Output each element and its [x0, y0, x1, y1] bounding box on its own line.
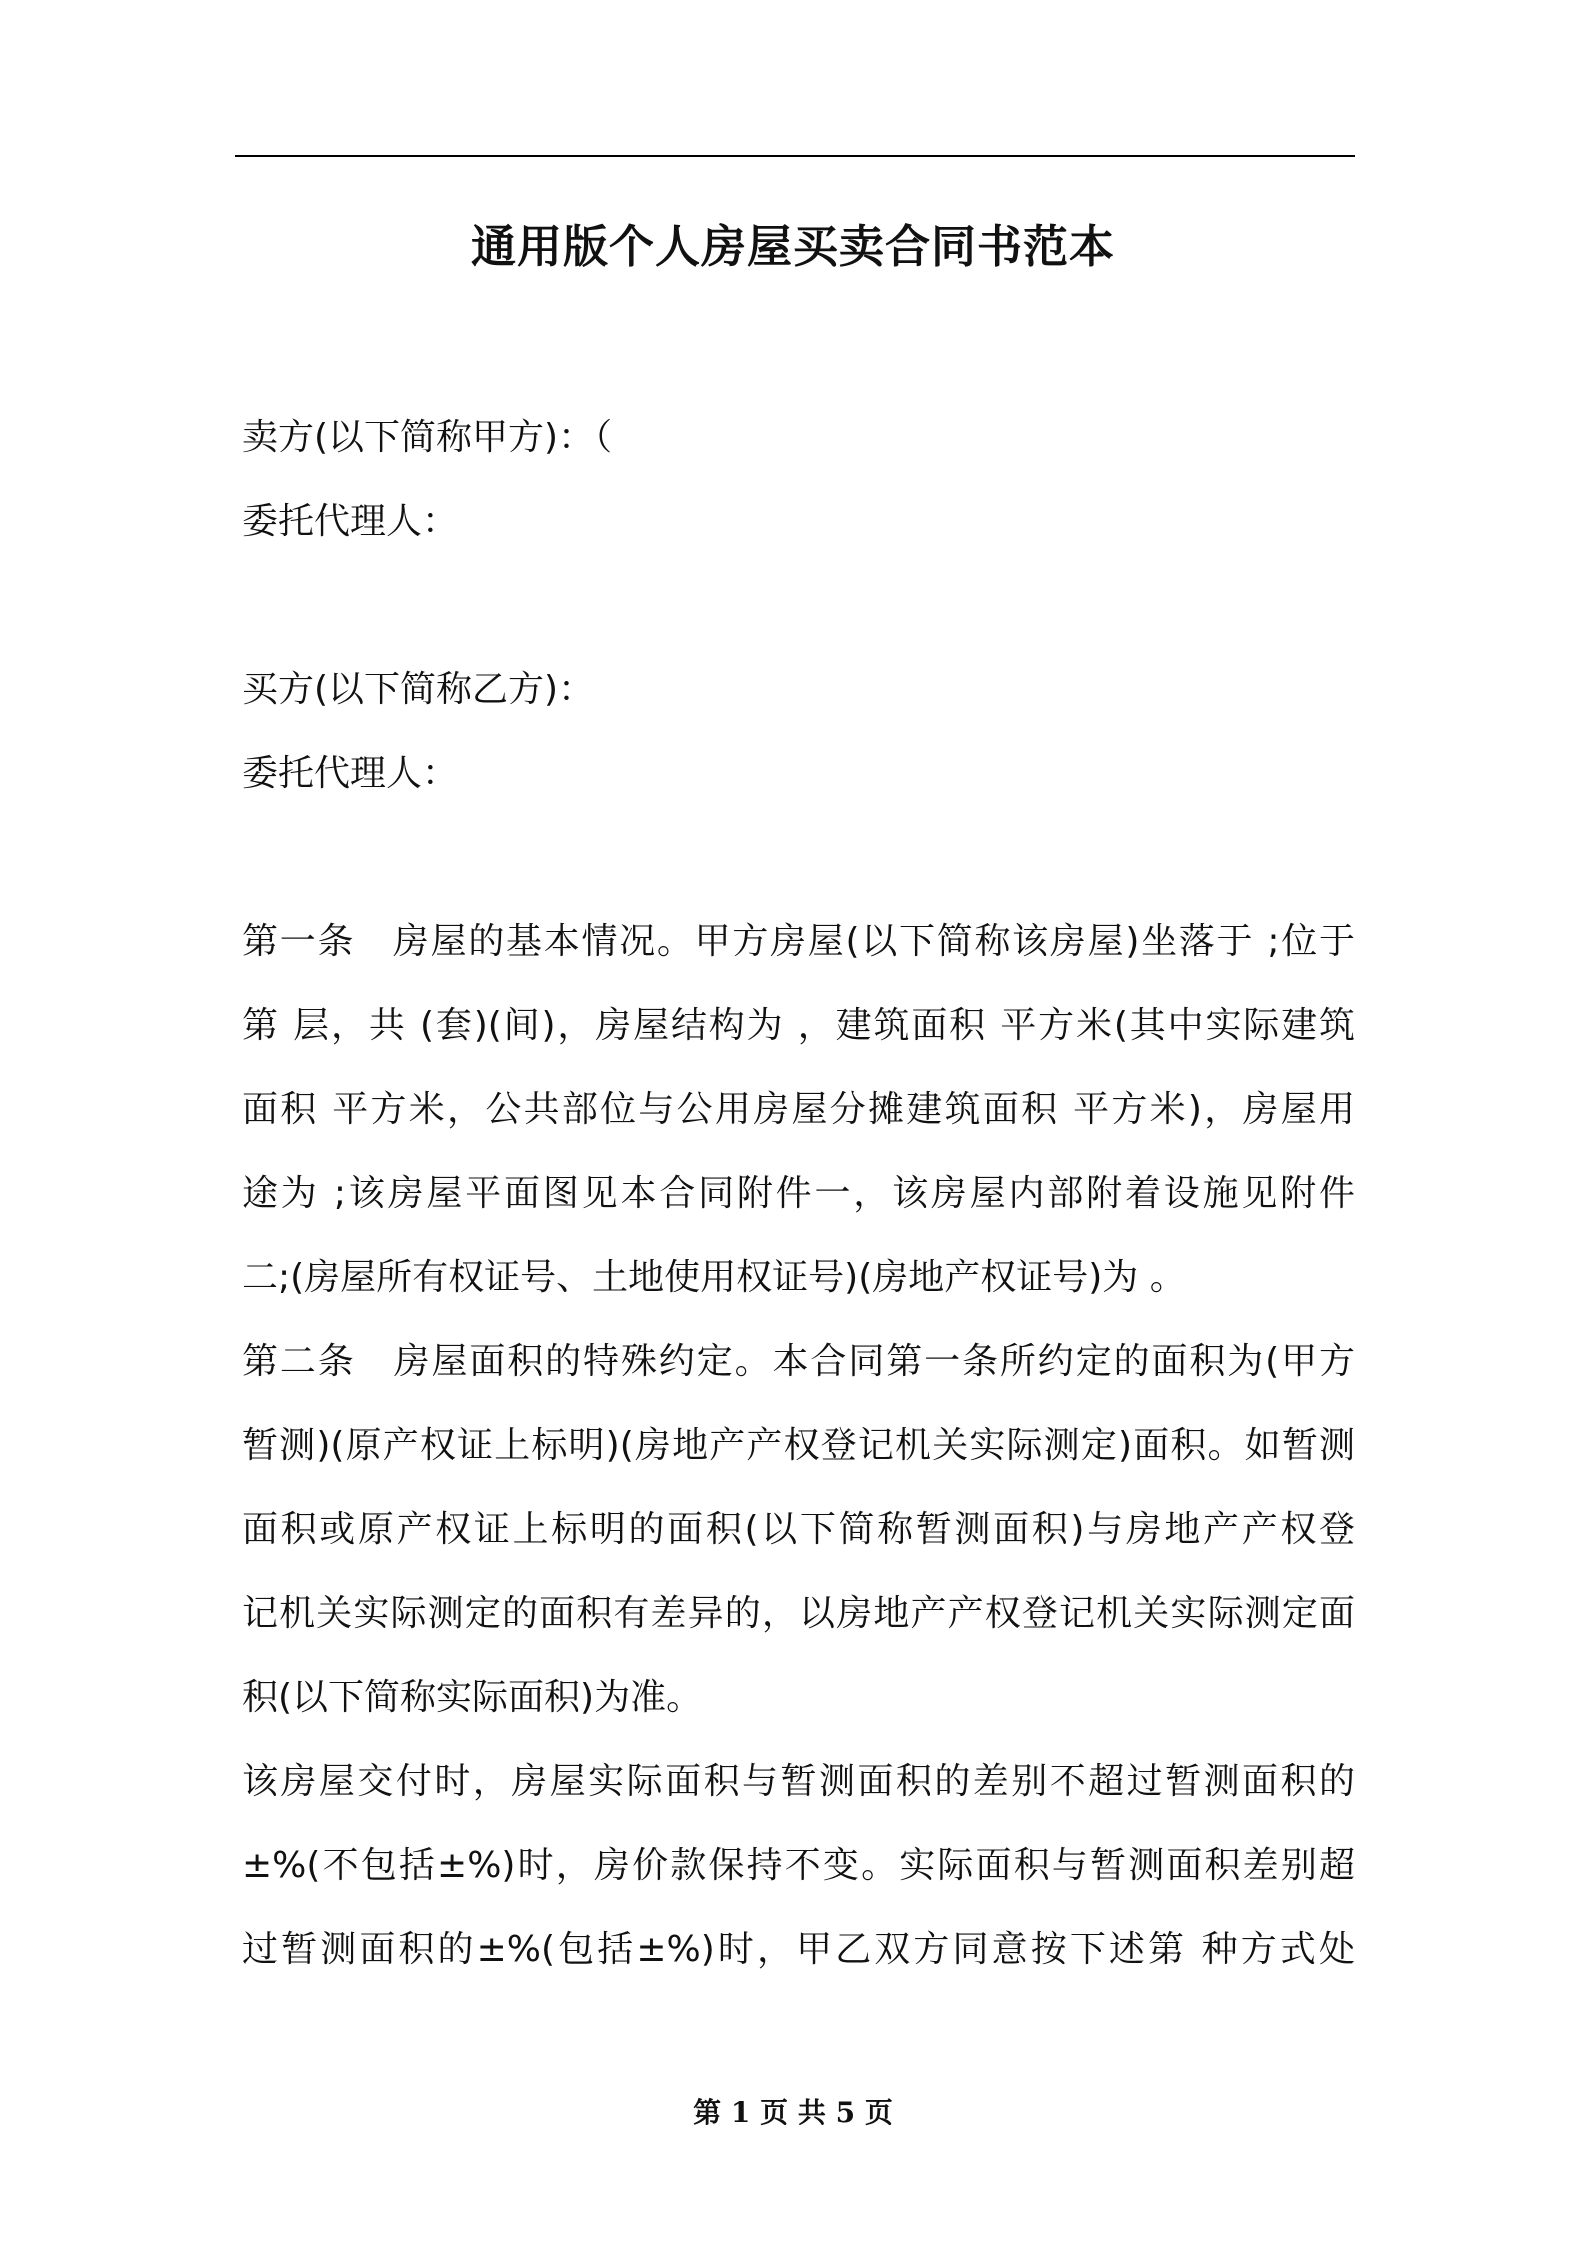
article-2-line-2: 暂测)(原产权证上标明)(房地产产权登记机关实际测定)面积。如暂测 — [242, 1425, 1355, 1466]
header-rule — [235, 155, 1355, 157]
delivery-line-3: 过暂测面积的±%(包括±%)时，甲乙双方同意按下述第 种方式处 — [242, 1929, 1355, 1970]
seller-label: 卖方(以下简称甲方)：（ — [242, 417, 613, 458]
article-2-line-5: 积(以下简称实际面积)为准。 — [242, 1677, 703, 1718]
delivery-line-1: 该房屋交付时，房屋实际面积与暂测面积的差别不超过暂测面积的 — [242, 1761, 1355, 1802]
buyer-agent-label: 委托代理人： — [242, 753, 459, 794]
article-1-line-3: 面积 平方米，公共部位与公用房屋分摊建筑面积 平方米)，房屋用 — [242, 1089, 1355, 1130]
article-1-line-2: 第 层，共 (套)(间)，房屋结构为 ，建筑面积 平方米(其中实际建筑 — [242, 1005, 1355, 1046]
article-1-line-5: 二;(房屋所有权证号、土地使用权证号)(房地产权证号)为 。 — [242, 1257, 1186, 1298]
article-2-line-3: 面积或原产权证上标明的面积(以下简称暂测面积)与房地产产权登 — [242, 1509, 1355, 1550]
page-number-footer: 第 1 页 共 5 页 — [693, 2096, 893, 2129]
buyer-label: 买方(以下简称乙方)： — [242, 669, 595, 710]
delivery-line-2: ±%(不包括±%)时，房价款保持不变。实际面积与暂测面积差别超 — [242, 1845, 1355, 1886]
article-1-line-4: 途为 ;该房屋平面图见本合同附件一，该房屋内部附着设施见附件 — [242, 1173, 1355, 1214]
article-1-line-1: 第一条 房屋的基本情况。甲方房屋(以下简称该房屋)坐落于 ;位于 — [242, 921, 1355, 962]
document-title: 通用版个人房屋买卖合同书范本 — [470, 220, 1115, 273]
article-2-line-4: 记机关实际测定的面积有差异的，以房地产产权登记机关实际测定面 — [242, 1593, 1355, 1634]
article-2-line-1: 第二条 房屋面积的特殊约定。本合同第一条所约定的面积为(甲方 — [242, 1341, 1355, 1382]
seller-agent-label: 委托代理人： — [242, 501, 459, 542]
